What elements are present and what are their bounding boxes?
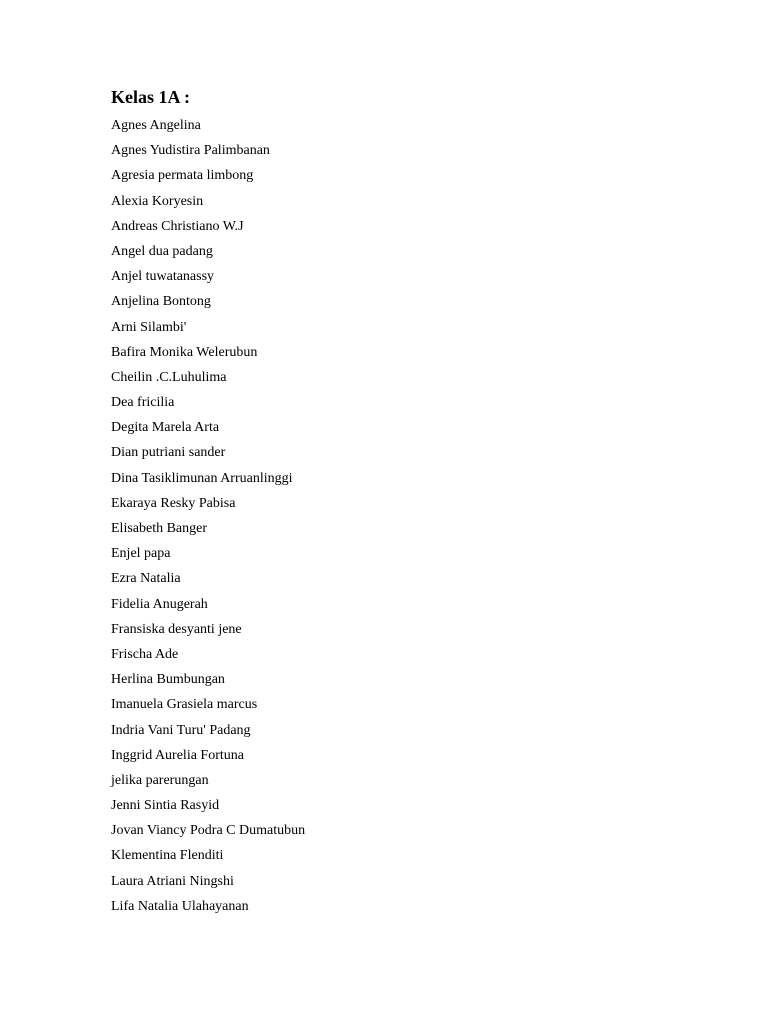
student-name: Imanuela Grasiela marcus — [111, 697, 258, 713]
student-name: Enjel papa — [111, 546, 171, 562]
student-name: Klementina Flenditi — [111, 848, 224, 864]
student-name: Anjel tuwatanassy — [111, 269, 215, 285]
student-name: jelika parerungan — [111, 772, 209, 788]
student-name: Fidelia Anugerah — [111, 596, 208, 612]
student-name: Dina Tasiklimunan Arruanlinggi — [111, 470, 293, 486]
student-name: Arni Silambi' — [111, 319, 187, 335]
student-name: Angel dua padang — [111, 243, 213, 259]
student-name: Laura Atriani Ningshi — [111, 873, 234, 889]
student-name: Inggrid Aurelia Fortuna — [111, 747, 244, 763]
student-name: Jenni Sintia Rasyid — [111, 798, 220, 814]
student-name: Agnes Yudistira Palimbanan — [111, 143, 270, 159]
student-name: Anjelina Bontong — [111, 294, 211, 310]
student-name: Jovan Viancy Podra C Dumatubun — [111, 823, 306, 839]
student-name: Dian putriani sander — [111, 445, 226, 461]
student-name: Ezra Natalia — [111, 571, 181, 587]
student-name: Bafira Monika Welerubun — [111, 344, 258, 360]
student-name: Indria Vani Turu' Padang — [111, 722, 251, 738]
student-name: Agresia permata limbong — [111, 168, 254, 184]
student-name: Herlina Bumbungan — [111, 672, 225, 688]
student-name: Fransiska desyanti jene — [111, 621, 242, 637]
student-name: Frischa Ade — [111, 646, 179, 662]
student-name: Agnes Angelina — [111, 118, 201, 133]
student-name: Lifa Natalia Ulahayanan — [111, 898, 249, 914]
student-name: Dea fricilia — [111, 395, 175, 411]
student-name: Ekaraya Resky Pabisa — [111, 495, 236, 511]
student-name: Degita Marela Arta — [111, 420, 220, 436]
student-name: Andreas Christiano W.J — [111, 218, 244, 234]
class-title: Kelas 1A : — [111, 87, 190, 107]
student-name: Elisabeth Banger — [111, 521, 208, 536]
student-name-list — [111, 115, 305, 921]
student-name: Cheilin .C.Luhulima — [111, 369, 227, 385]
student-name: Alexia Koryesin — [111, 193, 204, 209]
